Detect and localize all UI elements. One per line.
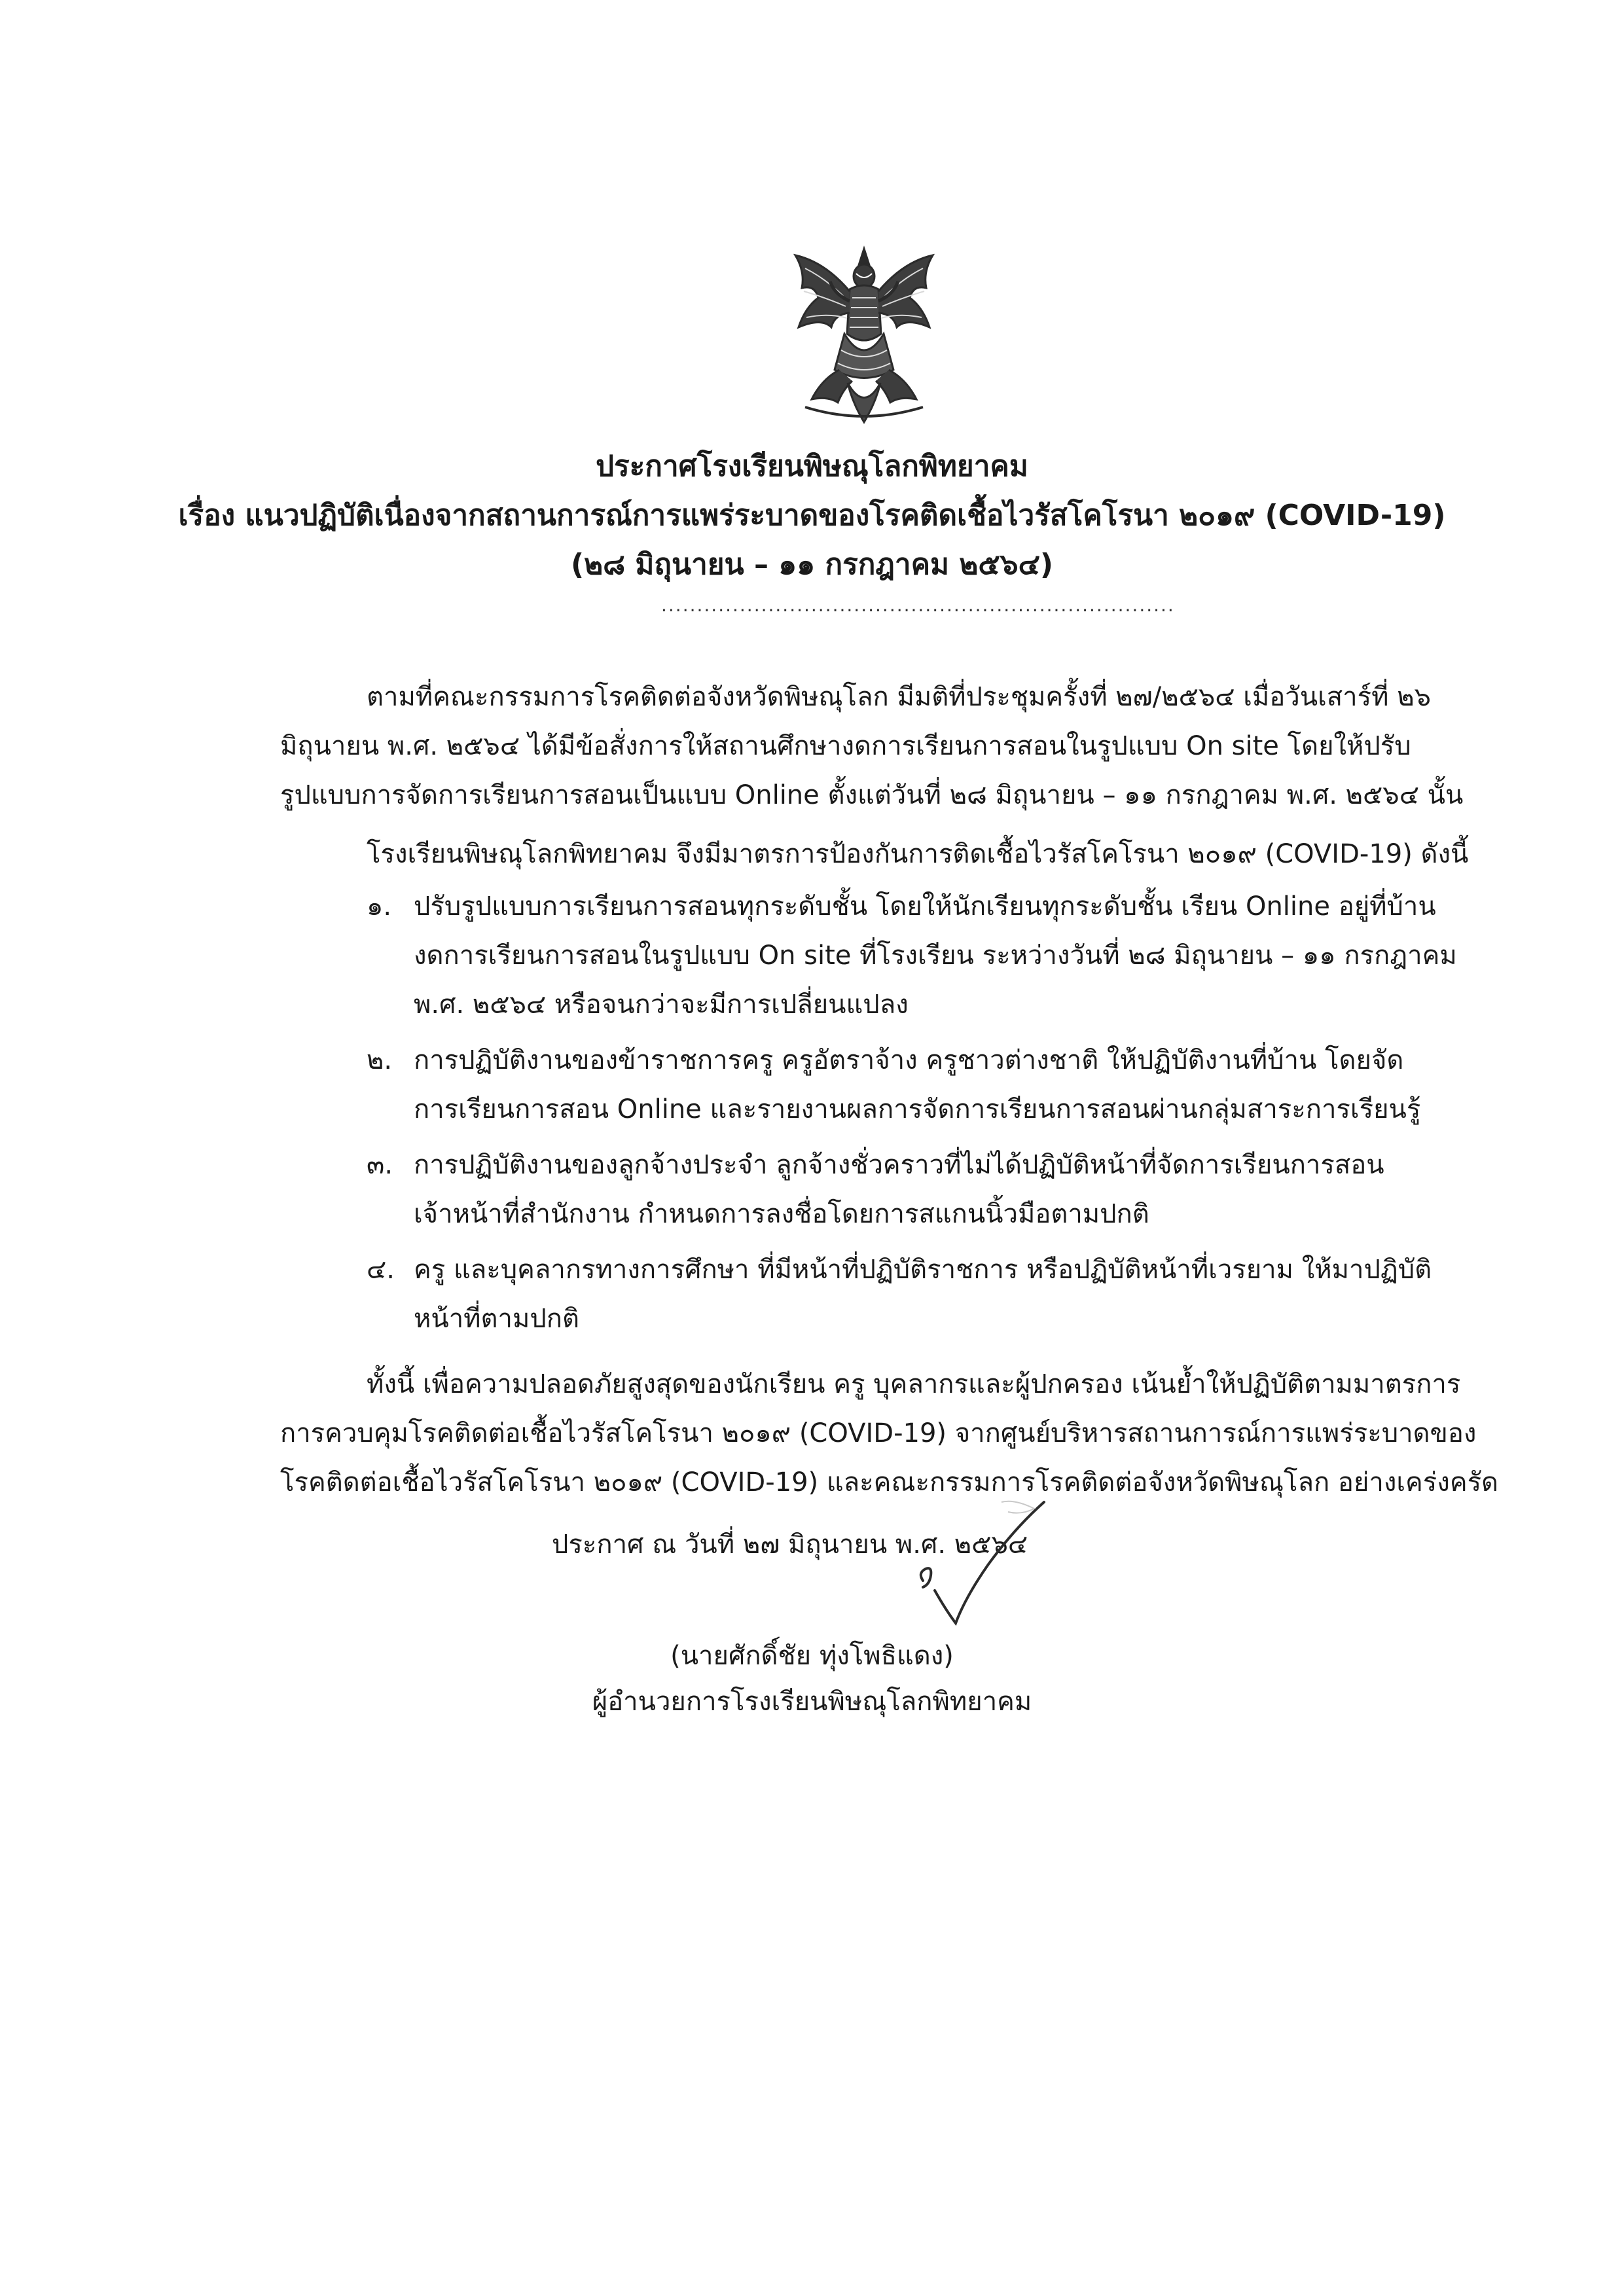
item-1-line-3: พ.ศ. ๒๕๖๔ หรือจนกว่าจะมีการเปลี่ยนแปลง [414, 990, 909, 1020]
item-1-number: ๑. [367, 891, 392, 922]
intro-line-2: มิถุนายน พ.ศ. ๒๕๖๔ ได้มีข้อสั่งการให้สถานศึกษางดการเรียนการสอนในรูปแบบ On site โดยให้ปรับ [280, 731, 1411, 761]
measures-lead: โรงเรียนพิษณุโลกพิทยาคม จึงมีมาตรการป้องกันการติดเชื้อไวรัสโคโรนา ๒๐๑๙ (COVID-19) ดังนี้ [367, 839, 1469, 869]
closing-line-2: การควบคุมโรคติดต่อเชื้อไวรัสโคโรนา ๒๐๑๙ (COVID-19) จากศูนย์บริหารสถานการณ์การแพร่ระบาดของ [280, 1418, 1477, 1448]
item-4-line-1: ครู และบุคลากรทางการศึกษา ที่มีหน้าที่ปฏิบัติราชการ หรือปฏิบัติหน้าที่เวรยาม ให้มาปฏิบัติ [414, 1255, 1432, 1285]
announcement-subject: เรื่อง แนวปฏิบัติเนื่องจากสถานการณ์การแพร่ระบาดของโรคติดเชื้อไวรัสโคโรนา ๒๐๑๙ (COVID-19) [178, 499, 1446, 532]
signatory-position: ผู้อำนวยการโรงเรียนพิษณุโลกพิทยาคม [592, 1687, 1032, 1717]
separator-line: ........................................................................ [661, 594, 1175, 616]
closing-line-1: ทั้งนี้ เพื่อความปลอดภัยสูงสุดของนักเรียน ครู บุคลากรและผู้ปกครอง เน้นย้ำให้ปฏิบัติตามมาตรการ [367, 1369, 1461, 1399]
item-2-line-2: การเรียนการสอน Online และรายงานผลการจัดการเรียนการสอนผ่านกลุ่มสาระการเรียนรู้ [414, 1094, 1421, 1124]
garuda-emblem-icon [766, 236, 962, 432]
signatory-name: (นายศักดิ์ชัย ทุ่งโพธิแดง) [670, 1641, 954, 1671]
intro-line-1: ตามที่คณะกรรมการโรคติดต่อจังหวัดพิษณุโลก มีมติที่ประชุมครั้งที่ ๒๗/๒๕๖๔ เมื่อวันเสาร์ที่ ๒๖ [367, 682, 1431, 712]
item-2-line-1: การปฏิบัติงานของข้าราชการครู ครูอัตราจ้าง ครูชาวต่างชาติ ให้ปฏิบัติงานที่บ้าน โดยจัด [414, 1045, 1404, 1075]
announcement-date-range: (๒๘ มิถุนายน – ๑๑ กรกฎาคม ๒๕๖๔) [570, 548, 1054, 581]
item-3-number: ๓. [367, 1150, 393, 1180]
item-4-number: ๔. [367, 1255, 395, 1285]
item-4-line-2: หน้าที่ตามปกติ [414, 1304, 579, 1334]
announcement-title: ประกาศโรงเรียนพิษณุโลกพิทยาคม [596, 450, 1028, 483]
item-1-line-2: งดการเรียนการสอนในรูปแบบ On site ที่โรงเรียน ระหว่างวันที่ ๒๘ มิถุนายน – ๑๑ กรกฎาคม [414, 941, 1457, 971]
item-2-number: ๒. [367, 1045, 393, 1075]
intro-line-3: รูปแบบการจัดการเรียนการสอนเป็นแบบ Online ตั้งแต่วันที่ ๒๘ มิถุนายน – ๑๑ กรกฎาคม พ.ศ. ๒๕๖๔ นั้น [280, 780, 1464, 810]
item-3-line-2: เจ้าหน้าที่สำนักงาน กำหนดการลงชื่อโดยการสแกนนิ้วมือตามปกติ [414, 1199, 1149, 1229]
item-3-line-1: การปฏิบัติงานของลูกจ้างประจำ ลูกจ้างชั่วคราวที่ไม่ได้ปฏิบัติหน้าที่จัดการเรียนการสอน [414, 1150, 1384, 1180]
closing-line-3: โรคติดต่อเชื้อไวรัสโคโรนา ๒๐๑๙ (COVID-19) และคณะกรรมการโรคติดต่อจังหวัดพิษณุโลก อย่างเคร่งครัด [280, 1467, 1499, 1498]
signature-mark [903, 1482, 1100, 1633]
announcement-date: ประกาศ ณ วันที่ ๒๗ มิถุนายน พ.ศ. ๒๕๖๔ [552, 1530, 1028, 1560]
item-1-line-1: ปรับรูปแบบการเรียนการสอนทุกระดับชั้น โดยให้นักเรียนทุกระดับชั้น เรียน Online อยู่ที่บ้าน [414, 891, 1436, 922]
